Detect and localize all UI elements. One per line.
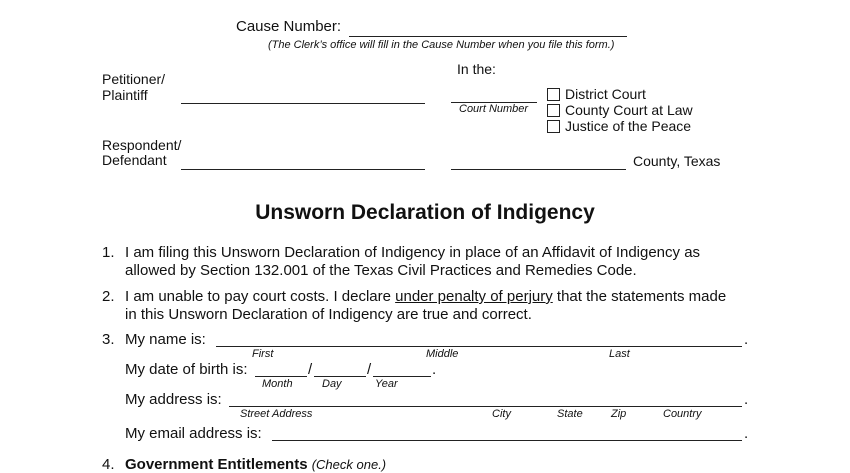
justice-of-the-peace-checkbox[interactable] [547,120,560,133]
name-first-caption: First [252,348,274,360]
dob-period: . [432,361,437,378]
dob-month-field[interactable] [255,376,307,377]
cause-number-note: (The Clerk’s office will fill in the Cause Number when you file this form.) [268,39,615,51]
item-2-line1 [125,288,726,305]
item-4-number: 4. [102,456,115,473]
name-last-caption: Last [609,348,630,360]
item-4-heading [125,456,386,473]
county-court-at-law-label: County Court at Law [565,102,693,118]
respondent-label-line1: Respondent/ [102,137,182,153]
court-number-caption: Court Number [459,103,529,115]
justice-of-the-peace-label: Justice of the Peace [565,118,692,134]
petitioner-name-field[interactable] [181,103,425,104]
address-period: . [744,391,749,408]
item-2-line2: in this Unsworn Declaration of Indigency are true and correct. [125,306,532,323]
dob-day-field[interactable] [314,376,366,377]
name-label: My name is: [125,331,206,348]
dob-day-caption: Day [322,378,342,390]
item-2-line1-post: that the statements made [552,288,727,305]
cause-number-field[interactable] [349,36,627,37]
dob-year-field[interactable] [373,376,431,377]
address-state-caption: State [557,408,583,420]
item-2-number: 2. [102,288,115,305]
name-field[interactable] [216,346,742,347]
item-1-line1: I am filing this Unsworn Declaration of Indigency in place of an Affidavit of Indigency as [125,244,701,261]
dob-slash-1: / [308,361,313,378]
county-field[interactable] [451,169,626,170]
district-court-checkbox[interactable] [547,88,560,101]
item-2-line1-pre: I am unable to pay court costs. I declare [125,288,396,305]
district-court-label: District Court [565,86,646,102]
address-street-caption: Street Address [240,408,313,420]
in-the-label: In the: [457,61,496,77]
page-title: Unsworn Declaration of Indigency [255,201,595,224]
address-zip-caption: Zip [611,408,627,420]
item-1-line2: allowed by Section 132.001 of the Texas Civil Practices and Remedies Code. [125,262,637,279]
name-period: . [744,331,749,348]
name-middle-caption: Middle [426,348,459,360]
penalty-of-perjury-text: under penalty of perjury [395,288,553,305]
item-3-number: 3. [102,331,115,348]
address-label: My address is: [125,391,222,408]
email-label: My email address is: [125,425,262,442]
email-field[interactable] [272,440,742,441]
county-court-at-law-checkbox[interactable] [547,104,560,117]
check-one-note: (Check one.) [311,457,387,472]
dob-label: My date of birth is: [125,361,248,378]
dob-slash-2: / [367,361,372,378]
dob-year-caption: Year [375,378,398,390]
petitioner-label-line1: Petitioner/ [102,71,166,87]
county-texas-label: County, Texas [633,153,721,169]
petitioner-label-line2: Plaintiff [102,87,148,103]
email-period: . [744,425,749,442]
government-entitlements-label: Government Entitlements [125,456,308,473]
address-field[interactable] [229,406,742,407]
respondent-label-line2: Defendant [102,152,167,168]
address-country-caption: Country [663,408,702,420]
respondent-name-field[interactable] [181,169,425,170]
cause-number-label: Cause Number: [236,18,342,35]
address-city-caption: City [492,408,511,420]
item-1-number: 1. [102,244,115,261]
dob-month-caption: Month [262,378,293,390]
